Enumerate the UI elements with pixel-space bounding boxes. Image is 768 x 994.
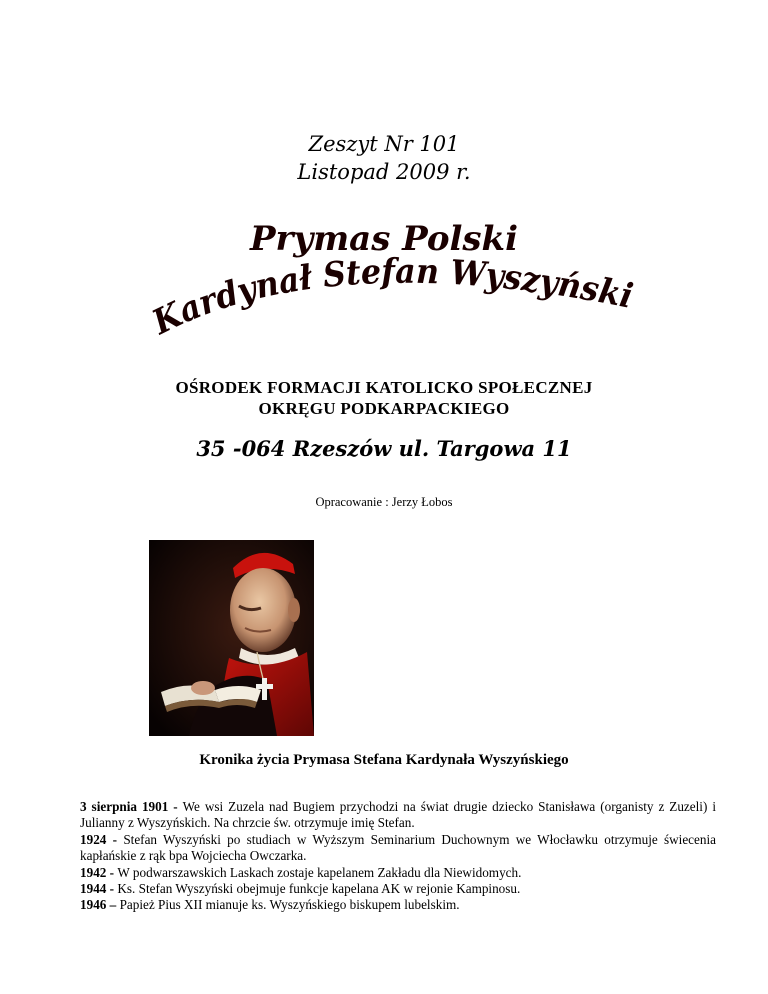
chronicle-title: Kronika życia Prymasa Stefana Kardynała Wyszyńskiego bbox=[199, 752, 569, 768]
entry-date: 1924 bbox=[80, 831, 107, 847]
chronicle-entries bbox=[80, 799, 716, 914]
entry-date: 3 sierpnia 1901 bbox=[80, 799, 169, 814]
organization-region: OKRĘGU PODKARPACKIEGO bbox=[258, 399, 510, 418]
entry-separator: - bbox=[168, 799, 183, 814]
chronicle-entry bbox=[80, 865, 716, 881]
entry-text: Ks. Stefan Wyszyński obejmuje funkcje kapelana AK w rejonie Kampinosu. bbox=[117, 881, 521, 897]
organization-name: OŚRODEK FORMACJI KATOLICKO SPOŁECZNEJ bbox=[175, 378, 593, 397]
issue-number: Zeszyt Nr 101 bbox=[308, 132, 460, 156]
entry-date: 1944 bbox=[80, 881, 107, 897]
entry-separator: - bbox=[106, 864, 118, 880]
entry-separator: - bbox=[106, 881, 118, 897]
title-line1: Prymas Polski bbox=[249, 219, 519, 259]
organization-address: 35 -064 Rzeszów ul. Targowa 11 bbox=[196, 436, 572, 461]
title-line2-path: Kardynał Stefan Wyszyński bbox=[146, 251, 638, 343]
entry-date: 1942 bbox=[80, 864, 107, 880]
cardinal-portrait-photo bbox=[149, 540, 314, 736]
entry-text: We wsi Zuzela nad Bugiem przychodzi na świat drugie dziecko Stanisława (organisty z Zuzeli) i Julianny z Wyszyńskich. Na chrzcie św. otrzymuje imię Stefan. bbox=[80, 799, 716, 831]
wordart-title bbox=[0, 210, 768, 350]
chronicle-entry bbox=[80, 881, 716, 897]
entry-date: 1946 bbox=[80, 897, 107, 913]
chronicle-entry bbox=[80, 799, 716, 832]
portrait-illustration bbox=[149, 540, 314, 736]
chronicle-entry bbox=[80, 832, 716, 865]
chronicle-entry bbox=[80, 897, 716, 913]
entry-text: W podwarszawskich Laskach zostaje kapelanem Zakładu dla Niewidomych. bbox=[117, 864, 522, 880]
entry-separator: – bbox=[106, 897, 120, 913]
entry-text: Papież Pius XII mianuje ks. Wyszyńskiego biskupem lubelskim. bbox=[119, 897, 460, 913]
entry-text: Stefan Wyszyński po studiach w Wyższym Seminarium Duchownym we Włocławku otrzymuje świecenia kapłańskie z rąk bpa Wojciecha Owczarka. bbox=[80, 831, 716, 864]
author-credit: Opracowanie : Jerzy Łobos bbox=[315, 495, 453, 509]
entry-separator: - bbox=[106, 831, 124, 847]
title-line2 bbox=[146, 252, 637, 344]
issue-date: Listopad 2009 r. bbox=[297, 160, 471, 184]
